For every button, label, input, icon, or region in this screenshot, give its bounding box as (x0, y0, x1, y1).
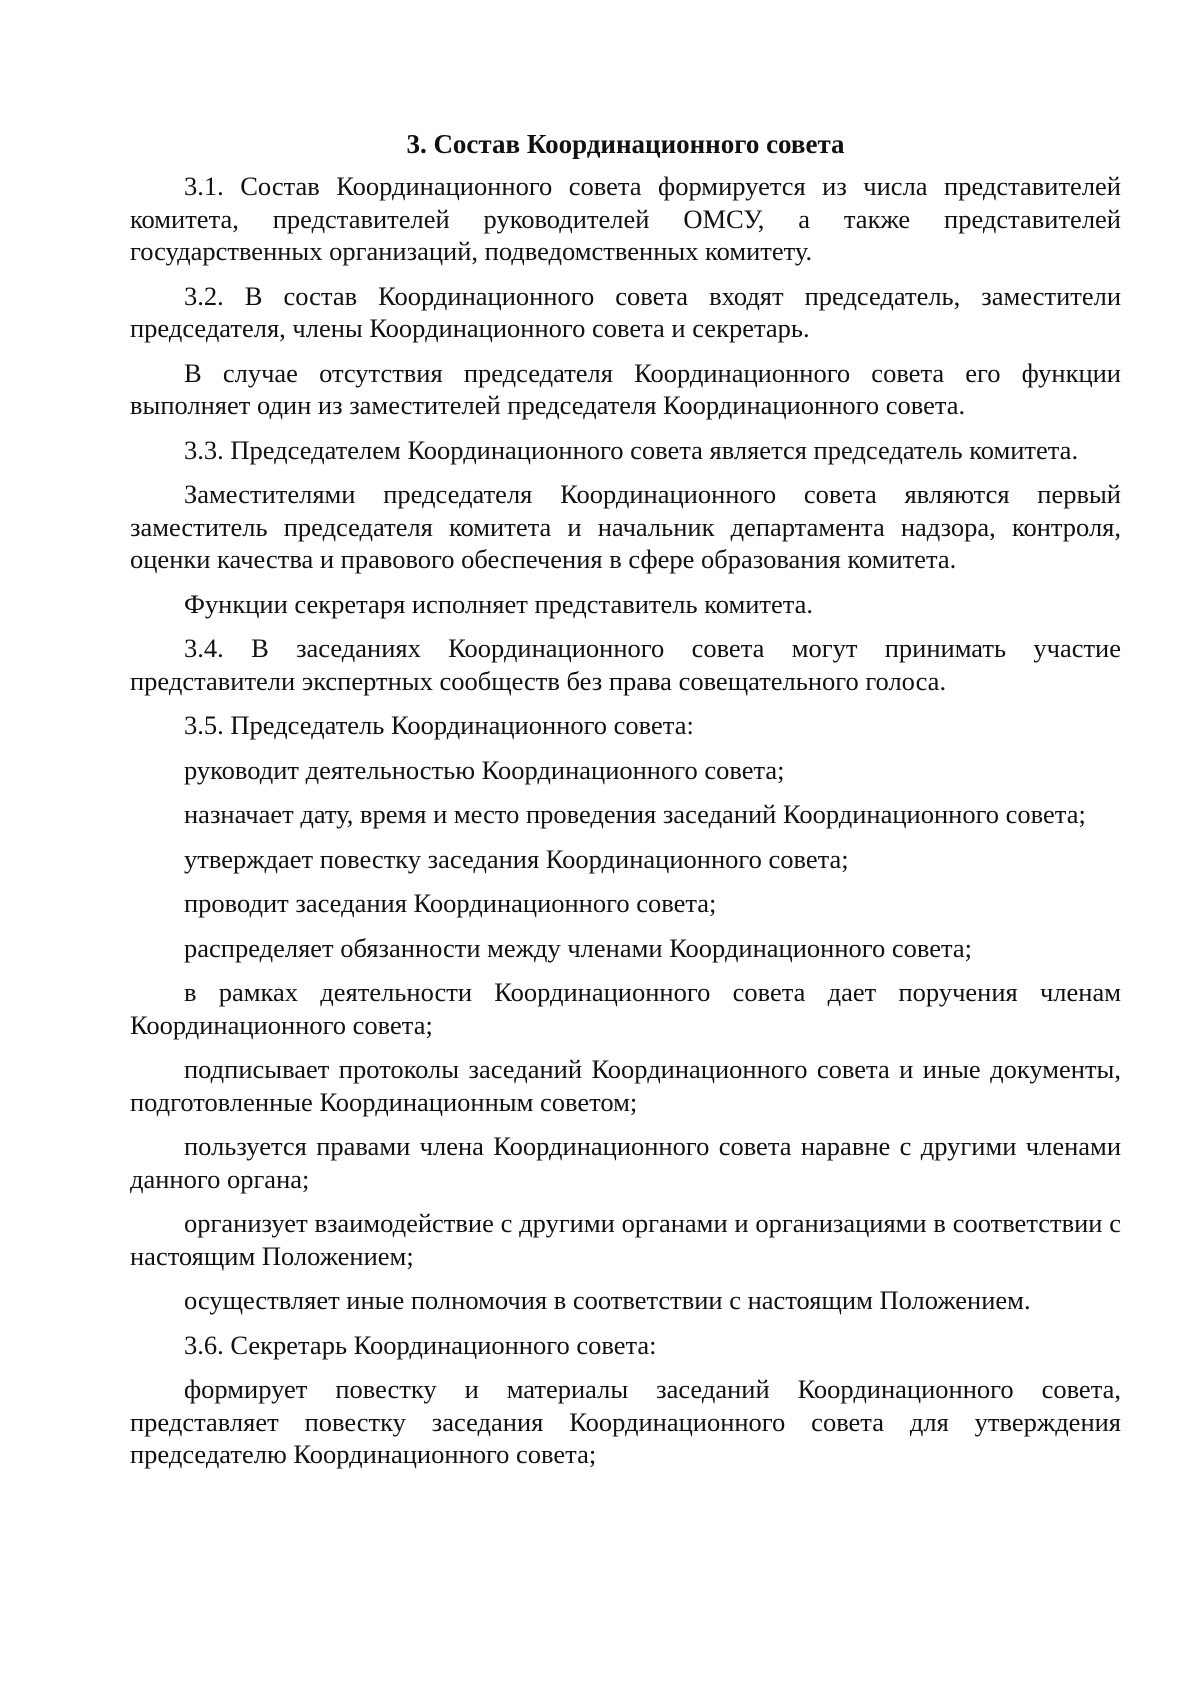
paragraph-3-3: 3.3. Председателем Координационного совета является председатель комитета. (184, 434, 1079, 465)
document-page (130, 128, 1121, 1483)
paragraph-chair-absence: В случае отсутствия председателя Координационного совета его функции выполняет один из заместителей председателя Координационного совета. (130, 357, 1121, 420)
list-item-chair-duty: проводит заседания Координационного совета; (184, 888, 717, 918)
paragraph-3-2: 3.2. В состав Координационного совета входят председатель, заместители председателя, члены Координационного совета и секретарь. (130, 280, 1121, 343)
list-item-chair-duty: пользуется правами члена Координационного совета наравне с другими членами данного органа; (130, 1131, 1121, 1194)
paragraph-3-1: 3.1. Состав Координационного совета формируется из числа представителей комитета, представителей руководителей ОМСУ, а также представителей государственных организаций, подведомственных комитету. (130, 171, 1121, 266)
paragraph-secretary-functions: Функции секретаря исполняет представитель комитета. (184, 588, 814, 619)
paragraph-3-4: 3.4. В заседаниях Координационного совета могут принимать участие представители экспертных сообществ без права совещательного голоса. (130, 633, 1121, 696)
list-item-chair-duty: осуществляет иные полномочия в соответствии с настоящим Положением. (184, 1285, 1031, 1315)
paragraph-3-5: 3.5. Председатель Координационного совета: (184, 710, 694, 740)
list-item-chair-duty: руководит деятельностью Координационного совета; (184, 754, 785, 785)
list-item-secretary-duty: формирует повестку и материалы заседаний Координационного совета, представляет повестку заседания Координационного совета для утверждения председателю Координационного совета; (130, 1374, 1121, 1469)
paragraph-3-6: 3.6. Секретарь Координационного совета: (184, 1329, 657, 1360)
list-item-chair-duty: подписывает протоколы заседаний Координационного совета и иные документы, подготовленные Координационным советом; (130, 1054, 1121, 1117)
section-title: 3. Состав Координационного совета (406, 129, 845, 159)
list-item-chair-duty: распределяет обязанности между членами Координационного совета; (184, 932, 973, 963)
list-item-chair-duty: организует взаимодействие с другими органами и организациями в соответствии с настоящим Положением; (130, 1208, 1121, 1271)
list-item-chair-duty: утверждает повестку заседания Координационного совета; (184, 843, 849, 874)
list-item-chair-duty: назначает дату, время и место проведения заседаний Координационного совета; (184, 799, 1086, 829)
paragraph-deputies: Заместителями председателя Координационного совета являются первый заместитель председателя комитета и начальник департамента надзора, контроля, оценки качества и правового обеспечения в сфере образования комитета. (130, 479, 1121, 574)
list-item-chair-duty: в рамках деятельности Координационного совета дает поручения членам Координационного совета; (130, 977, 1121, 1040)
